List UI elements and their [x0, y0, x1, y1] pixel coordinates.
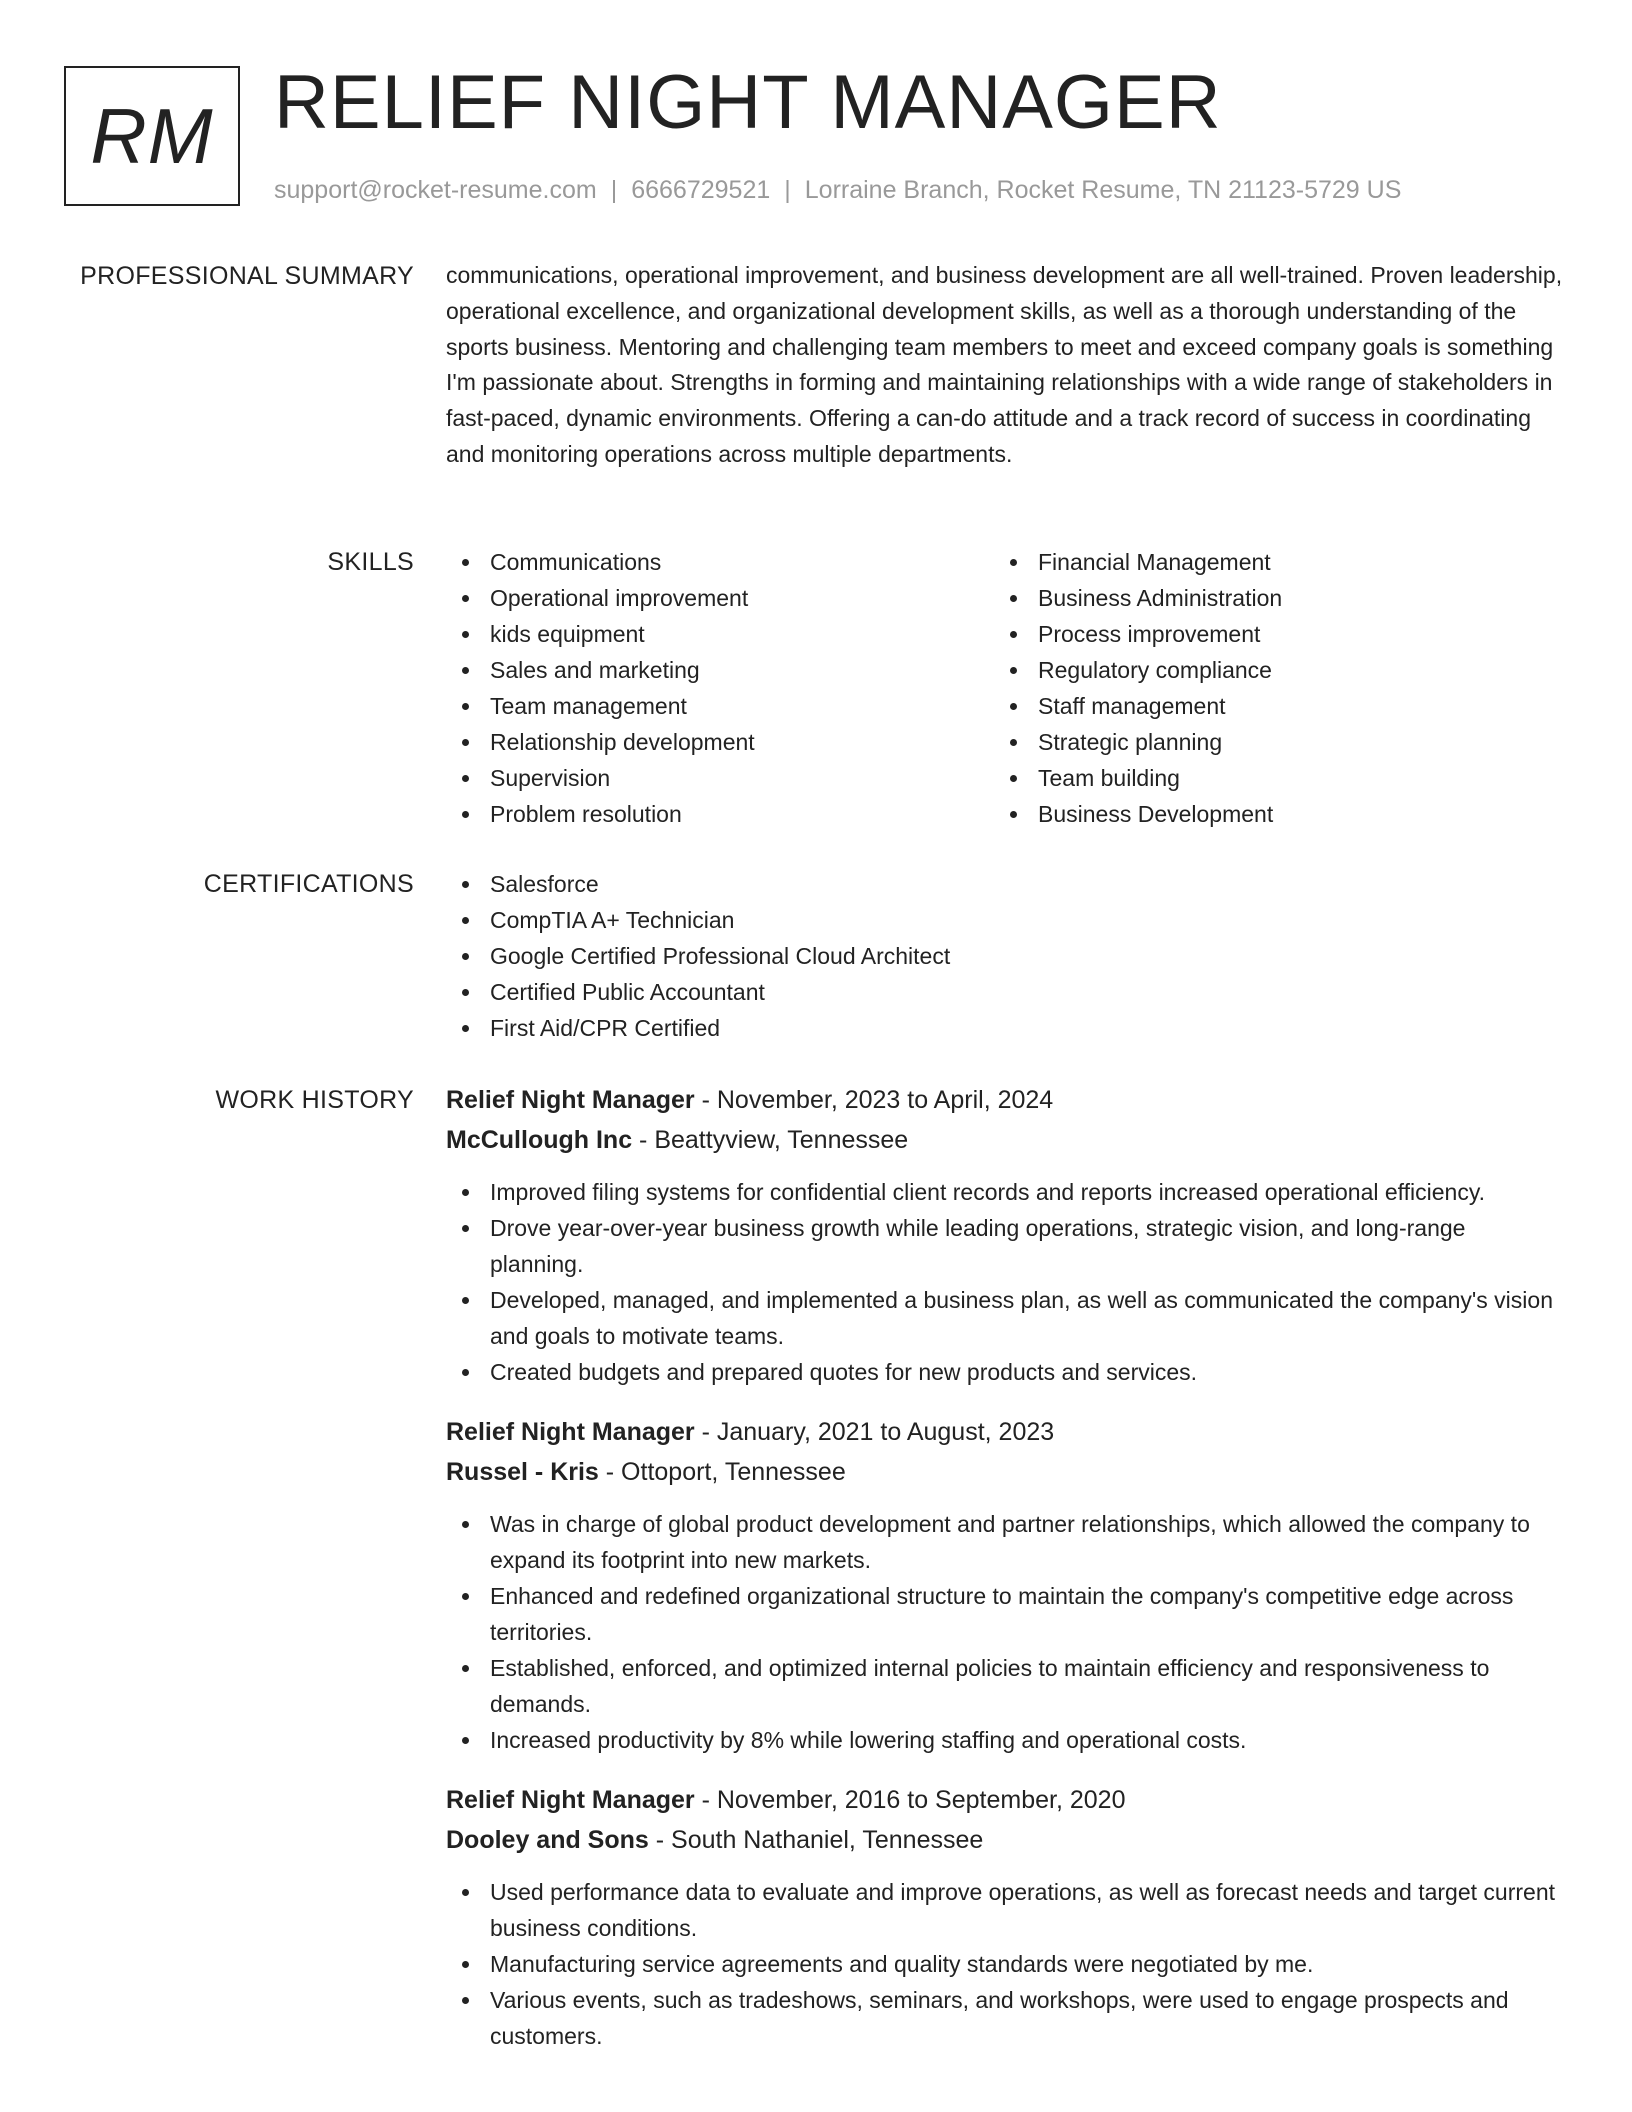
- list-item: Financial Management: [994, 544, 1542, 580]
- list-item: Communications: [446, 544, 994, 580]
- list-item: Enhanced and redefined organizational structure to maintain the company's competitive edge across territories.: [446, 1578, 1564, 1650]
- summary-body: [446, 258, 1564, 473]
- job-duties: [446, 1174, 1564, 1390]
- job-duties: [446, 1874, 1564, 2054]
- contact-phone[interactable]: 6666729521: [631, 176, 771, 204]
- list-item: Staff management: [994, 688, 1542, 724]
- list-item: Business Administration: [994, 580, 1542, 616]
- list-item: Team building: [994, 760, 1542, 796]
- list-item: Team management: [446, 688, 994, 724]
- job-company-line: [446, 1452, 1564, 1492]
- job-location: - South Nathaniel, Tennessee: [648, 1826, 984, 1854]
- contact-separator: |: [784, 176, 791, 204]
- list-item: Operational improvement: [446, 580, 994, 616]
- skills-grid: [446, 544, 1564, 832]
- summary-text: communications, operational improvement, and business development are all well-trained. Proven leadership, operational excellence, and organizational development skills, as well as a thorough understanding of the sports business. Mentoring and challenging team members to meet and exceed company goals is something I'm passionate about. Strengths in forming and maintaining relationships with a wide range of stakeholders in fast-paced, dynamic environments. Offering a can-do attitude and a track record of success in coordinating and monitoring operations across multiple departments.: [446, 262, 1563, 467]
- list-item: Established, enforced, and optimized internal policies to maintain efficiency and responsiveness to demands.: [446, 1650, 1564, 1722]
- list-item: Increased productivity by 8% while lowering staffing and operational costs.: [446, 1722, 1564, 1758]
- skills-body: [446, 544, 1564, 832]
- job-company-line: [446, 1820, 1564, 1860]
- job-title-line: [446, 1080, 1564, 1120]
- job-title: Relief Night Manager: [446, 1418, 695, 1446]
- list-item: Process improvement: [994, 616, 1542, 652]
- job-title-line: [446, 1780, 1564, 1820]
- section-heading-skills: SKILLS: [327, 548, 414, 576]
- list-item: kids equipment: [446, 616, 994, 652]
- job-duties: [446, 1506, 1564, 1758]
- job-location: - Ottoport, Tennessee: [598, 1458, 846, 1486]
- job-entry: [446, 1412, 1564, 1758]
- section-heading-certifications: CERTIFICATIONS: [203, 870, 414, 898]
- list-item: Salesforce: [446, 866, 1564, 902]
- page-title: RELIEF NIGHT MANAGER: [274, 60, 1222, 145]
- list-item: Strategic planning: [994, 724, 1542, 760]
- list-item: First Aid/CPR Certified: [446, 1010, 1564, 1046]
- list-item: Certified Public Accountant: [446, 974, 1564, 1010]
- contact-line: [274, 174, 1401, 206]
- work-history-body: [446, 1080, 1564, 2076]
- list-item: Improved filing systems for confidential client records and reports increased operational efficiency.: [446, 1174, 1564, 1210]
- list-item: Relationship development: [446, 724, 994, 760]
- list-item: Various events, such as tradeshows, seminars, and workshops, were used to engage prospects and customers.: [446, 1982, 1564, 2054]
- job-entry: [446, 1780, 1564, 2054]
- job-company-line: [446, 1120, 1564, 1160]
- job-company: Russel - Kris: [446, 1458, 599, 1486]
- list-item: Business Development: [994, 796, 1542, 832]
- job-dates: - January, 2021 to August, 2023: [694, 1418, 1055, 1446]
- list-item: Google Certified Professional Cloud Architect: [446, 938, 1564, 974]
- list-item: Supervision: [446, 760, 994, 796]
- job-dates: - November, 2016 to September, 2020: [694, 1786, 1126, 1814]
- certifications-body: [446, 866, 1564, 1046]
- list-item: Was in charge of global product development and partner relationships, which allowed the company to expand its footprint into new markets.: [446, 1506, 1564, 1578]
- job-company: Dooley and Sons: [446, 1826, 649, 1854]
- job-dates: - November, 2023 to April, 2024: [694, 1086, 1054, 1114]
- list-item: Manufacturing service agreements and quality standards were negotiated by me.: [446, 1946, 1564, 1982]
- job-title: Relief Night Manager: [446, 1786, 695, 1814]
- contact-separator: |: [610, 176, 618, 204]
- section-heading-work-history: WORK HISTORY: [215, 1086, 414, 1114]
- list-item: Used performance data to evaluate and improve operations, as well as forecast needs and target current business conditions.: [446, 1874, 1564, 1946]
- list-item: Sales and marketing: [446, 652, 994, 688]
- skills-list-left: [446, 544, 994, 832]
- contact-email[interactable]: support@rocket-resume.com: [274, 176, 597, 204]
- job-title-line: [446, 1412, 1564, 1452]
- certifications-list: [446, 866, 1564, 1046]
- job-company: McCullough Inc: [446, 1126, 633, 1154]
- list-item: CompTIA A+ Technician: [446, 902, 1564, 938]
- list-item: Developed, managed, and implemented a business plan, as well as communicated the company's vision and goals to motivate teams.: [446, 1282, 1564, 1354]
- list-item: Created budgets and prepared quotes for new products and services.: [446, 1354, 1564, 1390]
- section-heading-summary: PROFESSIONAL SUMMARY: [80, 262, 414, 290]
- job-location: - Beattyview, Tennessee: [632, 1126, 909, 1154]
- job-title: Relief Night Manager: [446, 1086, 695, 1114]
- skills-list-right: [994, 544, 1542, 832]
- contact-address: Lorraine Branch, Rocket Resume, TN 21123-5729 US: [804, 176, 1402, 204]
- monogram-logo: RM: [64, 66, 240, 206]
- job-entry: [446, 1080, 1564, 1390]
- list-item: Regulatory compliance: [994, 652, 1542, 688]
- list-item: Problem resolution: [446, 796, 994, 832]
- list-item: Drove year-over-year business growth while leading operations, strategic vision, and long-range planning.: [446, 1210, 1564, 1282]
